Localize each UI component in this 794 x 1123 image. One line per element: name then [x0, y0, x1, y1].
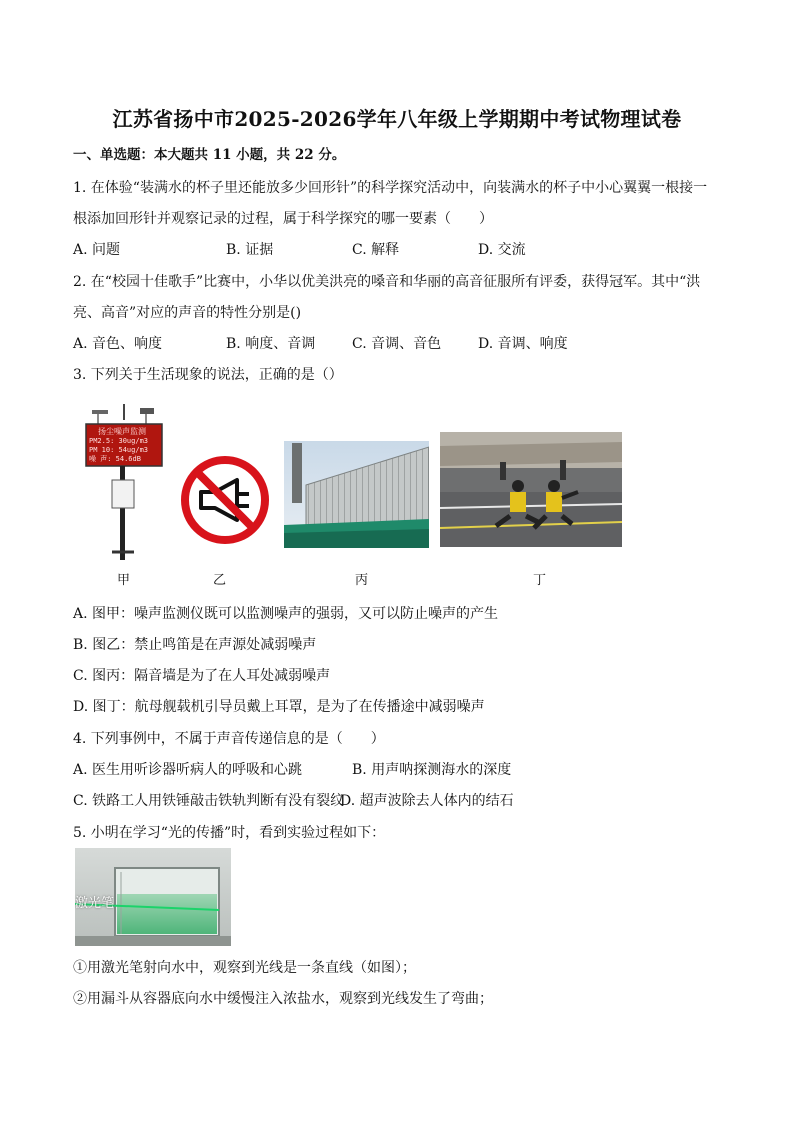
q2-option-c: C. 音调、音色 — [352, 336, 442, 352]
q3-option-d: D. 图丁：航母舰载机引导员戴上耳罩，是为了在传播途中减弱噪声 — [73, 699, 485, 715]
q5-step2: ②用漏斗从容器底向水中缓慢注入浓盐水，观察到光线发生了弯曲； — [73, 991, 493, 1007]
q4-option-d: D. 超声波除去人体内的结石 — [340, 793, 514, 809]
q3-option-c: C. 图丙：隔音墙是为了在人耳处减弱噪声 — [73, 668, 331, 684]
sound-barrier-figure — [284, 441, 429, 548]
q1-stem-line2: 根添加回形针并观察记录的过程，属于科学探究的哪一要素（ ） — [73, 211, 493, 227]
carrier-deck-figure — [440, 432, 622, 547]
caption-bing: 丙 — [355, 573, 369, 588]
q2-option-b: B. 响度、音调 — [226, 336, 316, 352]
q3-stem: 3. 下列关于生活现象的说法，正确的是（） — [73, 367, 343, 383]
q2-option-a: A. 音色、响度 — [73, 336, 163, 352]
caption-yi: 乙 — [213, 573, 227, 588]
q5-stem: 5. 小明在学习“光的传播”时，看到实验过程如下： — [73, 825, 386, 841]
section-heading: 一、单选题：本大题共 11 小题，共 22 分。 — [73, 147, 346, 163]
q5-step1: ①用激光笔射向水中，观察到光线是一条直线（如图）； — [73, 960, 416, 976]
noise-monitor-figure — [84, 402, 164, 564]
q2-stem-line1: 2. 在“校园十佳歌手”比赛中，小华以优美洪亮的嗓音和华丽的高音征服所有评委，获得冠军。其中“洪 — [73, 274, 701, 290]
q1-option-b: B. 证据 — [226, 242, 274, 258]
laser-tank-figure — [75, 848, 231, 946]
q1-option-c: C. 解释 — [352, 242, 400, 258]
q2-option-d: D. 音调、响度 — [478, 336, 568, 352]
q4-option-b: B. 用声呐探测海水的深度 — [352, 762, 512, 778]
page-title: 江苏省扬中市2025-2026学年八年级上学期期中考试物理试卷 — [112, 107, 682, 131]
q4-stem: 4. 下列事例中，不属于声音传递信息的是（ ） — [73, 731, 385, 747]
monitor-header: 扬尘噪声监测 — [98, 427, 146, 436]
q4-option-a: A. 医生用听诊器听病人的呼吸和心跳 — [73, 762, 303, 778]
q2-stem-line2: 亮、高音”对应的声音的特性分别是() — [73, 305, 302, 321]
no-honking-sign-figure — [179, 454, 271, 546]
q3-option-b: B. 图乙：禁止鸣笛是在声源处减弱噪声 — [73, 637, 317, 653]
q1-option-d: D. 交流 — [478, 242, 526, 258]
laser-pointer-label: 激光笔 — [75, 896, 115, 911]
monitor-readout-2: PM 10: 54ug/m3 — [89, 446, 149, 454]
monitor-readout-1: PM2.5: 30ug/m3 — [89, 437, 149, 445]
q4-option-c: C. 铁路工人用铁锤敲击铁轨判断有没有裂纹 — [73, 793, 345, 809]
monitor-readout-3: 噪 声: 54.6dB — [89, 455, 141, 463]
q1-stem-line1: 1. 在体验“装满水的杯子里还能放多少回形针”的科学探究活动中，向装满水的杯子中小心翼翼一根接一 — [73, 180, 708, 196]
q3-option-a: A. 图甲：噪声监测仪既可以监测噪声的强弱，又可以防止噪声的产生 — [73, 606, 499, 622]
caption-ding: 丁 — [533, 573, 547, 588]
caption-jia: 甲 — [117, 573, 131, 588]
q1-option-a: A. 问题 — [73, 242, 121, 258]
